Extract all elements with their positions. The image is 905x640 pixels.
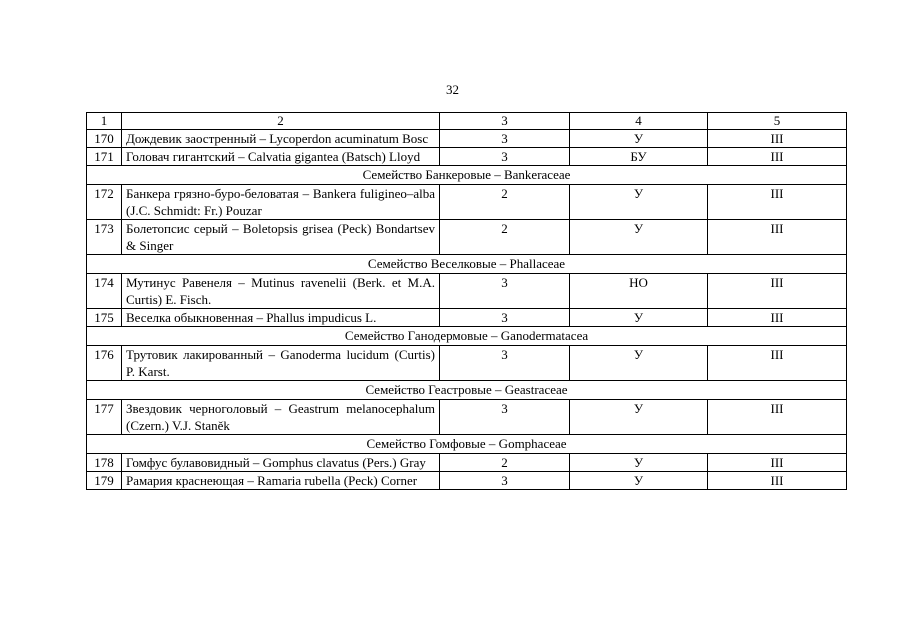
category-value: 2: [440, 185, 570, 220]
category-value: 3: [440, 400, 570, 435]
table-row: [87, 185, 847, 220]
rank-value: III: [708, 220, 847, 255]
status-value: НО: [570, 274, 708, 309]
page-number: 32: [446, 82, 459, 97]
species-name: Банкера грязно-буро-беловатая – Bankera fuligineo–alba (J.C. Schmidt: Fr.) Pouzar: [122, 185, 440, 220]
header-row: [87, 113, 847, 130]
table-row: [87, 346, 847, 381]
status-value: У: [570, 185, 708, 220]
category-value: 3: [440, 274, 570, 309]
category-value: 2: [440, 454, 570, 472]
rank-value: III: [708, 309, 847, 327]
family-label: Семейство Ганодермовые – Ganodermatacea: [87, 327, 847, 346]
species-name: Гомфус булавовидный – Gomphus clavatus (Pers.) Gray: [122, 454, 440, 472]
category-value: 2: [440, 220, 570, 255]
header-cell-5: 5: [708, 113, 847, 130]
header-cell-2: 2: [122, 113, 440, 130]
rank-value: III: [708, 400, 847, 435]
table-row: [87, 274, 847, 309]
family-label: Семейство Банкеровые – Bankeraceae: [87, 166, 847, 185]
species-number: 176: [87, 346, 122, 381]
status-value: У: [570, 454, 708, 472]
status-value: У: [570, 130, 708, 148]
status-value: У: [570, 346, 708, 381]
family-row: [87, 381, 847, 400]
rank-value: III: [708, 454, 847, 472]
family-row: [87, 166, 847, 185]
table-row: [87, 472, 847, 490]
species-name: Головач гигантский – Calvatia gigantea (Batsch) Lloyd: [122, 148, 440, 166]
species-number: 173: [87, 220, 122, 255]
status-value: У: [570, 309, 708, 327]
header-cell-1: 1: [87, 113, 122, 130]
status-value: БУ: [570, 148, 708, 166]
category-value: 3: [440, 346, 570, 381]
family-row: [87, 435, 847, 454]
category-value: 3: [440, 148, 570, 166]
family-label: Семейство Гомфовые – Gomphaceae: [87, 435, 847, 454]
table-row: [87, 400, 847, 435]
species-name: Болетопсис серый – Boletopsis grisea (Peck) Bondartsev & Singer: [122, 220, 440, 255]
header-cell-3: 3: [440, 113, 570, 130]
category-value: 3: [440, 472, 570, 490]
rank-value: III: [708, 274, 847, 309]
family-label: Семейство Веселковые – Phallaceae: [87, 255, 847, 274]
species-number: 175: [87, 309, 122, 327]
family-row: [87, 327, 847, 346]
species-number: 171: [87, 148, 122, 166]
table-row: [87, 309, 847, 327]
family-row: [87, 255, 847, 274]
species-number: 172: [87, 185, 122, 220]
rank-value: III: [708, 185, 847, 220]
species-name: Мутинус Равенеля – Mutinus ravenelii (Berk. et M.A. Curtis) E. Fisch.: [122, 274, 440, 309]
category-value: 3: [440, 130, 570, 148]
header-cell-4: 4: [570, 113, 708, 130]
species-name: Звездовик черноголовый – Geastrum melanocephalum (Czern.) V.J. Staněk: [122, 400, 440, 435]
species-number: 174: [87, 274, 122, 309]
species-name: Веселка обыкновенная – Phallus impudicus L.: [122, 309, 440, 327]
table-row: [87, 130, 847, 148]
table-row: [87, 220, 847, 255]
rank-value: III: [708, 130, 847, 148]
table-row: [87, 148, 847, 166]
species-table: [86, 112, 847, 490]
table-body: [87, 113, 847, 490]
species-number: 179: [87, 472, 122, 490]
species-name: Рамария краснеющая – Ramaria rubella (Peck) Corner: [122, 472, 440, 490]
species-name: Трутовик лакированный – Ganoderma lucidum (Curtis) P. Karst.: [122, 346, 440, 381]
species-number: 170: [87, 130, 122, 148]
rank-value: III: [708, 148, 847, 166]
family-label: Семейство Геастровые – Geastraceae: [87, 381, 847, 400]
rank-value: III: [708, 346, 847, 381]
species-number: 177: [87, 400, 122, 435]
status-value: У: [570, 472, 708, 490]
status-value: У: [570, 400, 708, 435]
table-row: [87, 454, 847, 472]
status-value: У: [570, 220, 708, 255]
species-number: 178: [87, 454, 122, 472]
species-name: Дождевик заостренный – Lycoperdon acuminatum Bosc: [122, 130, 440, 148]
category-value: 3: [440, 309, 570, 327]
rank-value: III: [708, 472, 847, 490]
